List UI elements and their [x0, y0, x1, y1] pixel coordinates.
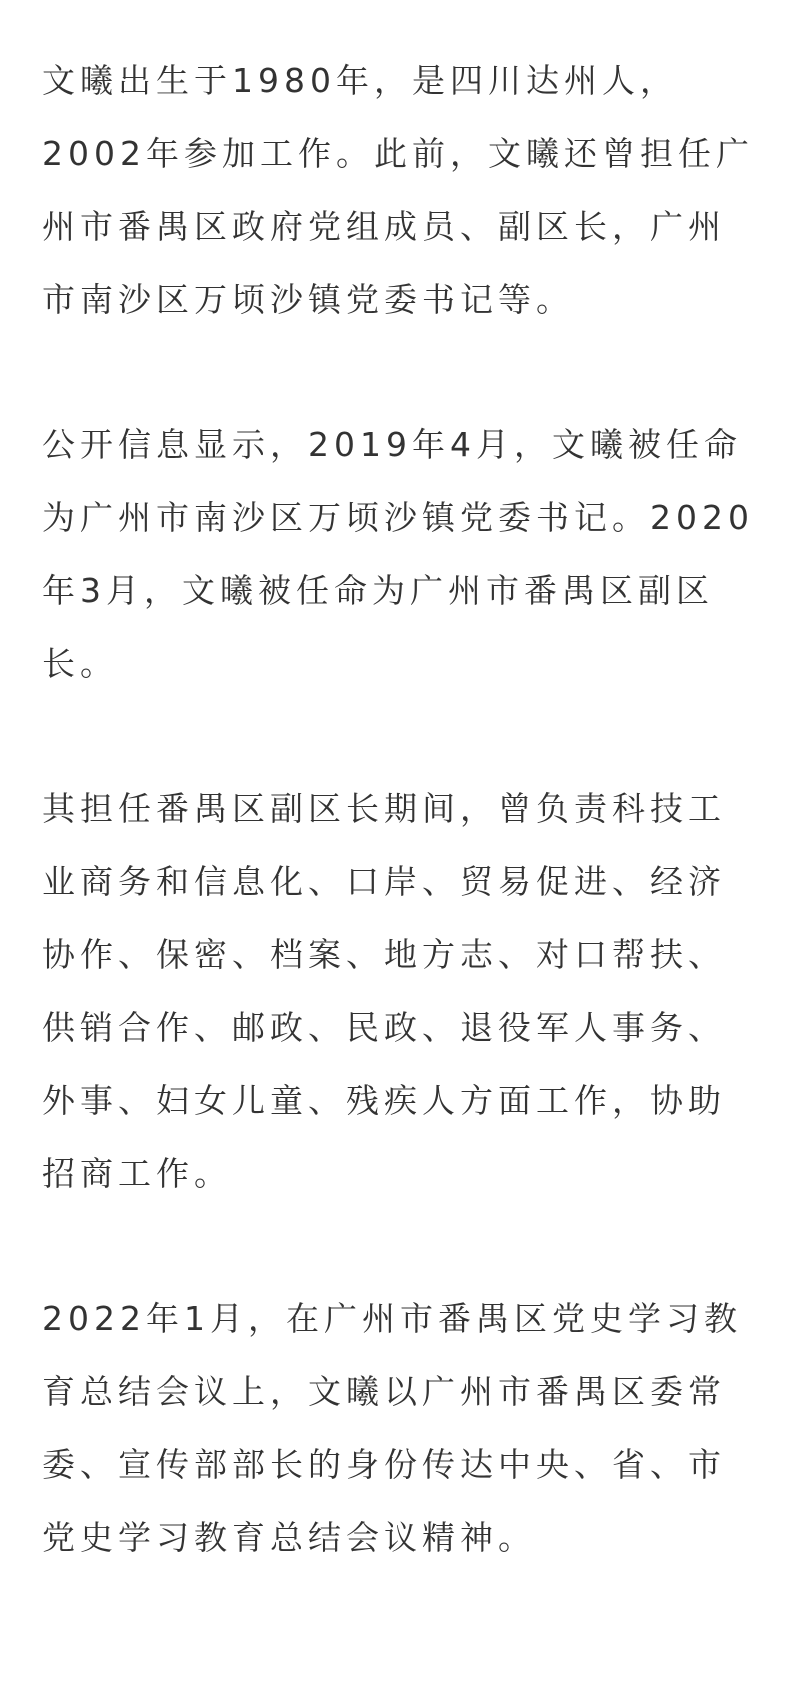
paragraph-4 [42, 1282, 762, 1574]
paragraph-2 [42, 408, 762, 700]
text-line: 党史学习教育总结会议精神。 [42, 1518, 536, 1557]
text-line: 为广州市南沙区万顷沙镇党委书记。2020 [42, 498, 754, 537]
text-line: 协作、保密、档案、地方志、对口帮扶、 [42, 935, 726, 974]
text-line: 外事、妇女儿童、残疾人方面工作，协助 [42, 1081, 726, 1120]
paragraph-1 [42, 44, 762, 336]
text-line: 供销合作、邮政、民政、退役军人事务、 [42, 1008, 726, 1047]
text-line: 其担任番禺区副区长期间，曾负责科技工 [42, 789, 726, 828]
text-line: 文曦出生于1980年，是四川达州人， [42, 61, 678, 100]
text-line: 公开信息显示，2019年4月，文曦被任命 [42, 425, 742, 464]
text-line: 2022年1月，在广州市番禺区党史学习教 [42, 1299, 742, 1338]
text-line: 委、宣传部部长的身份传达中央、省、市 [42, 1445, 726, 1484]
text-line: 招商工作。 [42, 1154, 232, 1193]
text-line: 长。 [42, 644, 118, 683]
text-line: 2002年参加工作。此前，文曦还曾担任广 [42, 134, 754, 173]
paragraph-3 [42, 772, 762, 1210]
text-line: 州市番禺区政府党组成员、副区长，广州 [42, 207, 726, 246]
text-line: 市南沙区万顷沙镇党委书记等。 [42, 280, 574, 319]
article-body [42, 44, 762, 1646]
text-line: 业商务和信息化、口岸、贸易促进、经济 [42, 862, 726, 901]
text-line: 年3月，文曦被任命为广州市番禺区副区 [42, 571, 714, 610]
text-line: 育总结会议上，文曦以广州市番禺区委常 [42, 1372, 726, 1411]
